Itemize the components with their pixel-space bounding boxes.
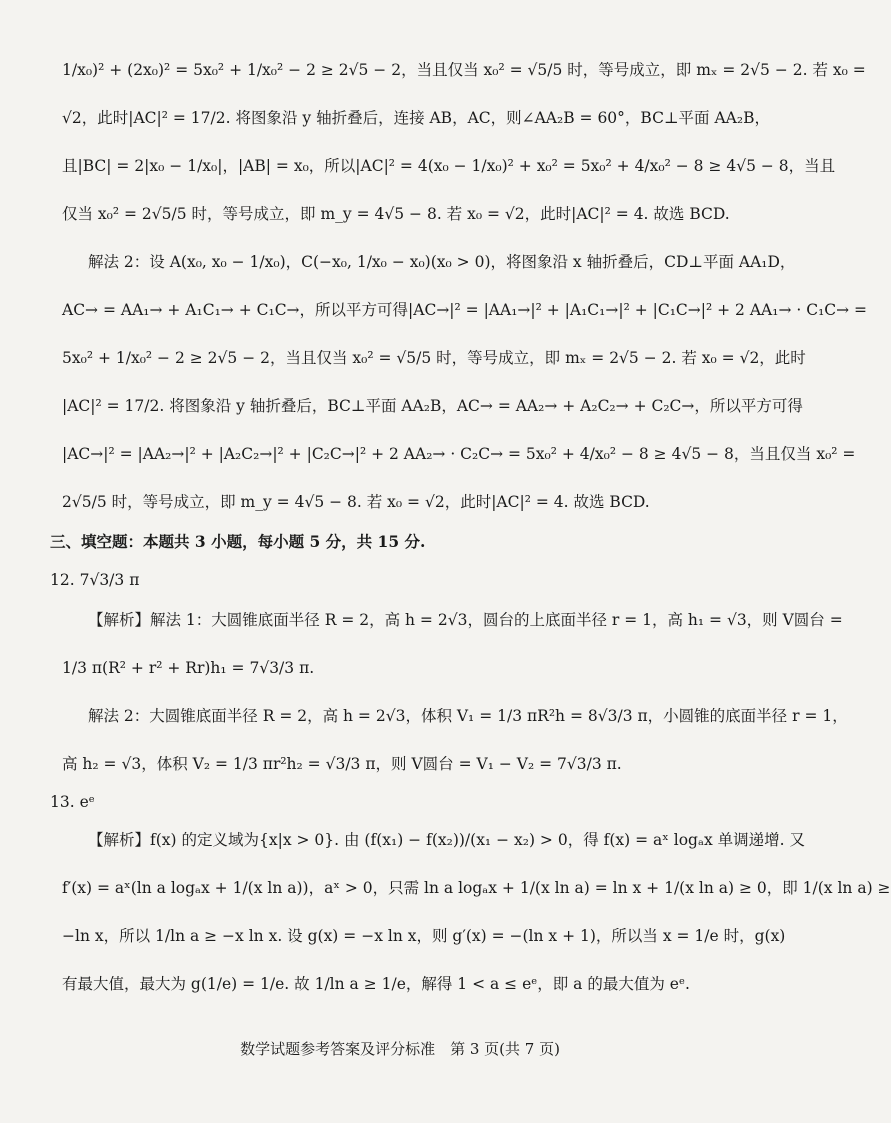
section-heading: 三、填空题：本题共 3 小题，每小题 5 分，共 15 分.: [50, 532, 426, 551]
answer-12: 12. 7√3/3 π: [50, 571, 140, 589]
text-line-15: 解法 2：大圆锥底面半径 R = 2，高 h = 2√3，体积 V₁ = 1/3 πR²h = 8√3/3 π，小圆锥的底面半径 r = 1，: [88, 707, 848, 725]
text-line-3: 且|BC| = 2|x₀ − 1/x₀|，|AB| = x₀，所以|AC|² = 4(x₀ − 1/x₀)² + x₀² = 5x₀² + 4/x₀² − 8 ≥ 4√5 − 8，当且: [62, 157, 836, 175]
text-line-2: √2，此时|AC|² = 17/2. 将图象沿 y 轴折叠后，连接 AB，AC，则∠AA₂B = 60°，BC⊥平面 AA₂B，: [62, 109, 770, 127]
text-line-7: 5x₀² + 1/x₀² − 2 ≥ 2√5 − 2，当且仅当 x₀² = √5/5 时，等号成立，即 mₓ = 2√5 − 2. 若 x₀ = √2，此时: [62, 349, 806, 367]
text-line-5: 解法 2：设 A(x₀, x₀ − 1/x₀)，C(−x₀, 1/x₀ − x₀)(x₀ > 0)，将图象沿 x 轴折叠后，CD⊥平面 AA₁D，: [88, 253, 796, 271]
text-line-16: 高 h₂ = √3，体积 V₂ = 1/3 πr²h₂ = √3/3 π，则 V圆台 = V₁ − V₂ = 7√3/3 π.: [62, 755, 622, 773]
text-line-14: 1/3 π(R² + r² + Rr)h₁ = 7√3/3 π.: [62, 659, 315, 677]
page-footer: 数学试题参考答案及评分标准 第 3 页(共 7 页): [240, 1040, 560, 1058]
text-line-19: f′(x) = aˣ(ln a logₐx + 1/(x ln a))，aˣ > 0，只需 ln a logₐx + 1/(x ln a) = ln x + 1/(x ln a) ≥ 0，即 1/(x ln a) ≥: [62, 879, 891, 897]
text-line-18: 【解析】f(x) 的定义域为{x|x > 0}. 由 (f(x₁) − f(x₂))/(x₁ − x₂) > 0，得 f(x) = aˣ logₐx 单调递增. 又: [88, 831, 805, 849]
text-line-1: 1/x₀)² + (2x₀)² = 5x₀² + 1/x₀² − 2 ≥ 2√5 − 2，当且仅当 x₀² = √5/5 时，等号成立，即 mₓ = 2√5 − 2. 若 x₀ =: [62, 61, 866, 79]
text-line-4: 仅当 x₀² = 2√5/5 时，等号成立，即 m_y = 4√5 − 8. 若 x₀ = √2，此时|AC|² = 4. 故选 BCD.: [62, 205, 730, 223]
text-line-21: 有最大值，最大为 g(1/e) = 1/e. 故 1/ln a ≥ 1/e，解得 1 < a ≤ eᵉ，即 a 的最大值为 eᵉ.: [62, 975, 690, 993]
text-line-9: |AC→|² = |AA₂→|² + |A₂C₂→|² + |C₂C→|² + 2 AA₂→ · C₂C→ = 5x₀² + 4/x₀² − 8 ≥ 4√5 − 8，当且仅当 x₀² =: [62, 445, 856, 463]
text-line-8: |AC|² = 17/2. 将图象沿 y 轴折叠后，BC⊥平面 AA₂B，AC→ = AA₂→ + A₂C₂→ + C₂C→，所以平方可得: [62, 397, 803, 415]
text-line-13: 【解析】解法 1：大圆锥底面半径 R = 2，高 h = 2√3，圆台的上底面半径 r = 1，高 h₁ = √3，则 V圆台 =: [88, 611, 843, 629]
text-line-10: 2√5/5 时，等号成立，即 m_y = 4√5 − 8. 若 x₀ = √2，此时|AC|² = 4. 故选 BCD.: [62, 493, 650, 511]
answer-13: 13. eᵉ: [50, 793, 95, 811]
text-line-6: AC→ = AA₁→ + A₁C₁→ + C₁C→，所以平方可得|AC→|² = |AA₁→|² + |A₁C₁→|² + |C₁C→|² + 2 AA₁→ · C₁C→ =: [62, 301, 868, 319]
text-line-20: −ln x，所以 1/ln a ≥ −x ln x. 设 g(x) = −x ln x，则 g′(x) = −(ln x + 1)，所以当 x = 1/e 时，g(x): [62, 927, 786, 945]
